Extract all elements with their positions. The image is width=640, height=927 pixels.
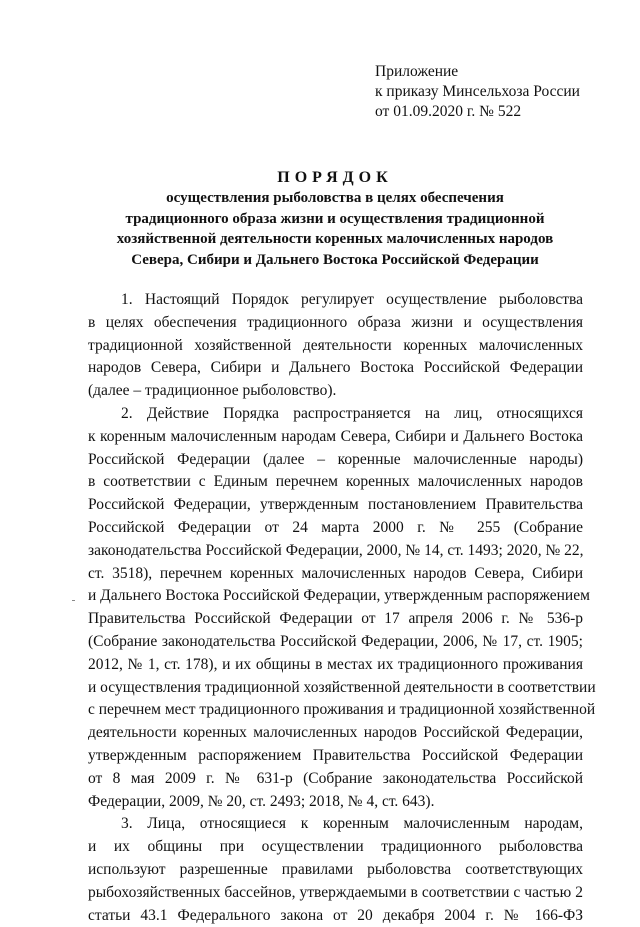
body-line: статьи 43.1 Федерального закона от 20 декабря 2004 г. № 166-ФЗ <box>88 906 583 924</box>
appendix-block <box>375 62 580 122</box>
title-sub-3: хозяйственной деятельности коренных малочисленных народов <box>116 231 554 247</box>
body-line: и их общины при осуществлении традиционного рыболовства <box>88 838 583 856</box>
body-line: 2012, № 1, ст. 178), и их общины в местах их традиционного проживания <box>88 655 583 673</box>
title-main: ПОРЯДОК <box>277 169 393 186</box>
appendix-line-1: Приложение <box>375 63 459 80</box>
body-line: 3. Лица, относящиеся к коренным малочисленным народам, <box>121 815 583 833</box>
title-sub-2: традиционного образа жизни и осуществления традиционной <box>125 210 545 227</box>
body-line: Российской Федерации (далее – коренные малочисленные народы) <box>88 450 583 468</box>
document-body <box>88 289 596 927</box>
body-line: в соответствии с Единым перечнем коренных малочисленных народов <box>88 473 583 491</box>
body-line: 1. Настоящий Порядок регулирует осуществление рыболовства <box>121 291 583 308</box>
title-sub-4: Севера, Сибири и Дальнего Востока Российской Федерации <box>131 251 539 268</box>
body-line: законодательства Российской Федерации, 2000, № 14, ст. 1493; 2020, № 22, <box>88 541 584 559</box>
body-line: (Собрание законодательства Российской Федерации, 2006, № 17, ст. 1905; <box>88 632 583 650</box>
body-line: народов Севера, Сибири и Дальнего Востока Российской Федерации <box>88 359 583 377</box>
body-line: и Дальнего Востока Российской Федерации, утвержденным распоряжением <box>88 587 590 605</box>
body-line: ст. 3518), перечнем коренных малочисленных народов Севера, Сибири <box>88 564 583 582</box>
body-line: с перечнем мест традиционного проживания и традиционной хозяйственной <box>88 701 596 719</box>
body-line: от 8 мая 2009 г. № 631-р (Собрание законодательства Российской <box>88 769 583 787</box>
body-line: 2. Действие Порядка распространяется на лиц, относящихся <box>121 404 583 422</box>
body-line: Российской Федерации от 24 марта 2000 г. № 255 (Собрание <box>88 518 583 536</box>
body-line: Правительства Российской Федерации от 17 апреля 2006 г. № 536-р <box>88 610 583 628</box>
body-line: (далее – традиционное рыболовство). <box>88 382 337 400</box>
body-line: Российской Федерации, утвержденным постановлением Правительства <box>88 496 583 514</box>
title-sub-1: осуществления рыболовства в целях обеспечения <box>166 190 504 206</box>
body-line: к коренным малочисленным народам Севера, Сибири и Дальнего Востока <box>88 427 583 445</box>
body-line: и осуществления традиционной хозяйственной деятельности в соответствии <box>88 678 596 696</box>
body-line: утвержденным распоряжением Правительства Российской Федерации <box>88 746 583 764</box>
body-line: деятельности коренных малочисленных народов Российской Федерации, <box>88 724 583 742</box>
body-line: используют разрешенные правилами рыболовства соответствующих <box>88 860 583 878</box>
scan-mark <box>72 600 75 601</box>
body-line: рыбохозяйственных бассейнов, утверждаемыми в соответствии с частью 2 <box>88 883 583 901</box>
document-title <box>80 168 590 270</box>
body-line: традиционной хозяйственной деятельности коренных малочисленных <box>88 336 583 354</box>
appendix-line-3: от 01.09.2020 г. № 522 <box>375 103 522 120</box>
body-line: в целях обеспечения традиционного образа жизни и осуществления <box>88 313 583 331</box>
body-line: Федерации, 2009, № 20, ст. 2493; 2018, № 4, ст. 643). <box>88 792 435 810</box>
appendix-line-2: к приказу Минсельхоза России <box>375 83 580 100</box>
